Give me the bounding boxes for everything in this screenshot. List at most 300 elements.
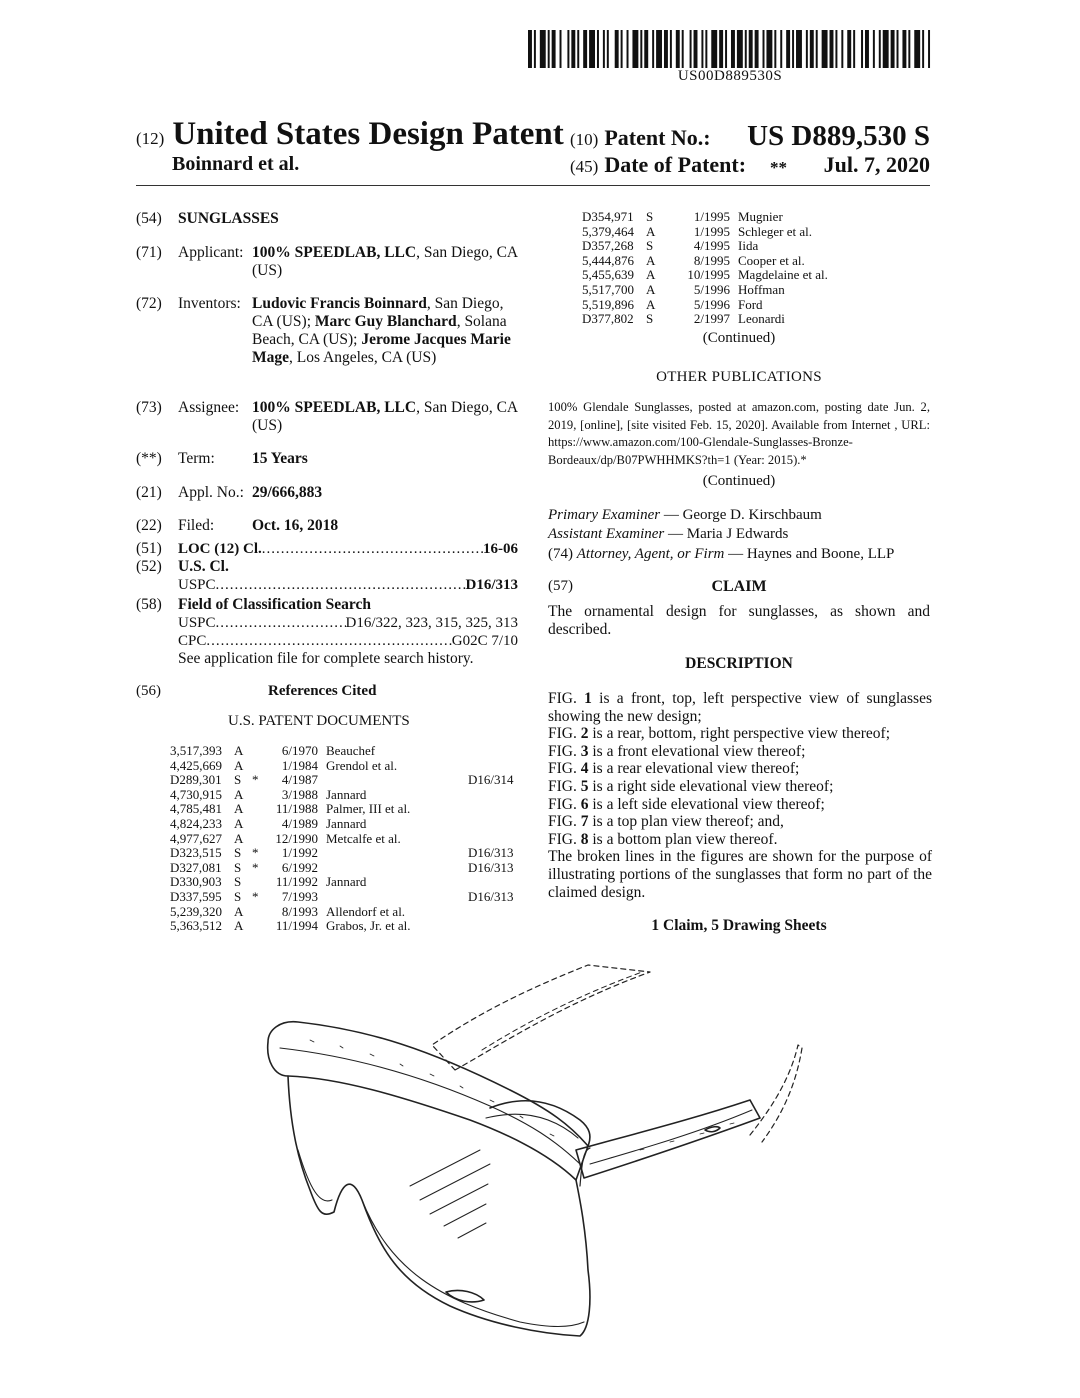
barcode-bar — [670, 30, 672, 68]
barcode-bar — [922, 30, 924, 68]
field-code: (**) — [136, 450, 162, 467]
barcode-bar — [902, 30, 906, 68]
other-publications-text: 100% Glendale Sunglasses, posted at amazon.com, posting date Jun. 2, 2019, [online], [site visited Feb. 15, 2020]. Available from Internet , URL: https://www.amazon.com/100-Glendale-Sunglasses-Bronze-Bordeaux/dp/B07PWHHMKS?th=1 (Year: 2015).* — [548, 400, 930, 467]
ref-kind: S — [646, 238, 654, 254]
barcode-bar — [745, 30, 747, 68]
barcode-bar — [676, 30, 680, 68]
barcode-bar — [552, 30, 556, 68]
ref-number: 4,977,627 — [170, 830, 222, 846]
fig-description — [548, 796, 932, 814]
assistant-examiner-name: — Maria J Edwards — [668, 526, 789, 542]
description-list — [548, 690, 932, 901]
fig-text: is a front, top, left perspective view of sunglasses showing the new design; — [548, 690, 932, 725]
ref-star: * — [252, 772, 259, 788]
far-temple-inner-dashed — [482, 972, 642, 1050]
attorney-code: (74) — [548, 546, 573, 562]
barcode-bar — [652, 30, 654, 68]
field-label: Appl. No.: — [178, 484, 244, 501]
ref-number: 4,785,481 — [170, 801, 222, 817]
ref-kind: S — [234, 859, 242, 875]
barcode-bar — [571, 30, 575, 68]
claim-text: The ornamental design for sunglasses, as shown and described. — [548, 603, 930, 638]
leader-dots — [216, 614, 346, 632]
barcode-bar — [853, 30, 855, 68]
ref-number: D323,515 — [170, 845, 222, 861]
inventor-location: , Solana Beach, CA (US); — [252, 313, 507, 348]
barcode-bar — [891, 30, 895, 68]
us-patent-documents-title: U.S. PATENT DOCUMENTS — [228, 713, 410, 729]
title-code: (12) — [136, 129, 165, 148]
barcode-bar — [627, 30, 629, 68]
ref-kind: S — [234, 888, 242, 904]
barcode-bar — [865, 30, 869, 68]
fig-prefix: FIG. — [548, 742, 581, 760]
ref-name: Cooper et al. — [738, 252, 805, 268]
fig-description — [548, 725, 932, 743]
ref-date: 2/1997 — [693, 311, 730, 327]
references-left-table — [170, 744, 530, 934]
ref-number: 5,517,700 — [582, 281, 634, 297]
patent-number-code: (10) — [570, 130, 599, 149]
barcode-bar — [861, 30, 863, 68]
search-note: See application file for complete search history. — [178, 650, 474, 667]
barcode-bar — [719, 30, 723, 68]
references-right-table — [582, 210, 930, 327]
applicant-name: 100% SPEEDLAB, LLC — [252, 244, 417, 261]
barcode-bar — [567, 30, 569, 68]
barcode-bar — [560, 30, 562, 68]
barcode-bar — [621, 30, 623, 68]
broken-lines-note: The broken lines in the figures are shown for the purpose of illustrating portions of the sunglasses that form no part of the claimed design. — [548, 848, 932, 901]
assistant-examiner-label: Assistant Examiner — [548, 526, 665, 542]
barcode-bar — [705, 30, 707, 68]
barcode-bar — [644, 30, 648, 68]
ref-number: D337,595 — [170, 888, 222, 904]
search-cpc-line — [178, 632, 518, 650]
field-loc — [136, 540, 526, 560]
barcode-bar — [796, 30, 802, 68]
ref-number: 5,239,320 — [170, 903, 222, 919]
inventor-name: Jerome Jacques Marie Mage — [252, 331, 511, 366]
barcode-bar — [822, 30, 828, 68]
ref-date: 11/1994 — [275, 918, 318, 934]
fig-number: 4 — [580, 760, 589, 778]
barcode-bar — [792, 30, 794, 68]
barcode-bar — [780, 30, 782, 68]
barcode-bar — [786, 30, 790, 68]
ref-number: 4,730,915 — [170, 786, 222, 802]
applicant-location: , San Diego, CA (US) — [252, 244, 518, 279]
loc-line — [178, 540, 518, 558]
ref-name: Mugnier — [738, 209, 783, 224]
field-code: (21) — [136, 484, 162, 501]
ref-number: D357,268 — [582, 238, 634, 254]
ref-class: D16/313 — [468, 845, 514, 861]
barcode-bar — [755, 30, 759, 68]
fig-description — [548, 813, 932, 831]
field-term — [136, 450, 526, 470]
field-appl-no — [136, 484, 526, 504]
ref-date: 4/1995 — [693, 238, 730, 254]
field-label: Term: — [178, 450, 215, 467]
ref-name: Iida — [738, 238, 759, 254]
fig-number: 7 — [580, 813, 589, 831]
barcode — [528, 30, 932, 68]
search-uspc-line — [178, 614, 518, 632]
barcode-bar — [816, 30, 818, 68]
barcode-bar — [725, 30, 727, 68]
ref-kind: A — [646, 281, 656, 297]
ref-date: 5/1996 — [693, 281, 730, 297]
reference-row — [170, 905, 530, 920]
term-value: 15 Years — [252, 450, 308, 467]
term-stars: ** — [770, 158, 787, 177]
fig-prefix: FIG. — [548, 725, 581, 743]
fig-prefix: FIG. — [548, 813, 581, 831]
barcode-bar — [774, 30, 776, 68]
barcode-bar — [607, 30, 609, 68]
barcode-bar — [577, 30, 579, 68]
fig-number: 1 — [584, 690, 592, 707]
reflection-line — [420, 1164, 490, 1200]
inventor-name: Marc Guy Blanchard — [314, 313, 457, 330]
ref-number: 4,425,669 — [170, 757, 222, 773]
fig-prefix: FIG. — [548, 760, 581, 778]
barcode-bar — [548, 30, 550, 68]
near-temple-ridge — [590, 1110, 752, 1164]
ref-date: 5/1996 — [693, 296, 730, 312]
inventor-name: Ludovic Francis Boinnard — [252, 295, 427, 312]
reference-row — [170, 773, 530, 788]
attorney — [548, 545, 894, 564]
appl-no-value: 29/666,883 — [252, 484, 323, 501]
barcode-bar — [528, 30, 532, 68]
ref-class: D16/313 — [468, 859, 514, 875]
barcode-bar — [632, 30, 638, 68]
date-label-text: Date of Patent: — [604, 152, 747, 177]
fig-number: 6 — [580, 795, 589, 813]
reference-row — [170, 744, 530, 759]
fig-description — [548, 831, 932, 849]
barcode-bar — [711, 30, 717, 68]
reference-row — [582, 254, 930, 269]
field-label: Applicant: — [178, 244, 244, 261]
barcode-bar — [534, 30, 536, 68]
barcode-bar — [766, 30, 772, 68]
references-code: (56) — [136, 683, 161, 699]
ref-kind: A — [234, 815, 244, 831]
ref-date: 1/1995 — [693, 223, 730, 239]
barcode-bar — [873, 30, 875, 68]
reference-row — [170, 861, 530, 876]
barcode-bar — [763, 30, 765, 68]
barcode-number: US00D889530S — [677, 68, 783, 84]
field-code: (52) — [136, 558, 162, 575]
reference-row — [170, 919, 530, 934]
field-code: (51) — [136, 540, 162, 557]
barcode-bar — [583, 30, 587, 68]
ref-class: D16/313 — [468, 888, 514, 904]
barcode-bar — [682, 30, 684, 68]
nose-pad — [446, 1290, 484, 1302]
patent-number: US D889,530 S — [747, 120, 930, 152]
reference-row — [582, 298, 930, 313]
barcode-bar — [589, 30, 595, 68]
date-label — [570, 152, 746, 178]
ref-name: Palmer, III et al. — [326, 801, 411, 817]
reference-row — [582, 210, 930, 225]
ref-number: 5,444,876 — [582, 252, 634, 268]
ref-date: 1/1995 — [693, 209, 730, 224]
field-code: (22) — [136, 517, 162, 534]
ref-number: 3,517,393 — [170, 743, 222, 758]
ref-date: 1/1984 — [281, 757, 318, 773]
hinge-top — [490, 1101, 590, 1146]
field-assignee — [136, 399, 526, 439]
reflection-line — [444, 1204, 486, 1226]
inventor-location: , Los Angeles, CA (US) — [289, 349, 437, 366]
search-uspc-value: D16/322, 323, 315, 325, 313 — [345, 615, 518, 631]
inventor-location: , San Diego, CA (US); — [252, 295, 504, 330]
ref-name: Jannard — [326, 786, 367, 802]
reference-row — [582, 283, 930, 298]
lens-shield — [288, 1076, 590, 1336]
field-code: (72) — [136, 295, 162, 312]
ref-number: 5,363,512 — [170, 918, 222, 934]
field-filed — [136, 517, 526, 537]
description-title: DESCRIPTION — [685, 655, 793, 672]
reference-row — [170, 817, 530, 832]
fig-number: 5 — [580, 777, 589, 795]
temple-hinge-edge — [580, 1148, 590, 1186]
ref-kind: A — [234, 801, 244, 817]
barcode-bar — [701, 30, 703, 68]
ref-kind: A — [234, 757, 244, 773]
ref-date: 6/1992 — [281, 859, 318, 875]
field-label: Assignee: — [178, 399, 240, 416]
ref-number: 5,519,896 — [582, 296, 634, 312]
reference-row — [582, 225, 930, 240]
ref-star: * — [252, 859, 259, 875]
barcode-bar — [841, 30, 843, 68]
reference-row — [170, 759, 530, 774]
search-uspc-label: USPC — [178, 615, 216, 631]
ref-kind: A — [234, 743, 244, 758]
assignee-value — [252, 399, 522, 435]
barcode-bar — [694, 30, 698, 68]
ref-kind: A — [646, 267, 656, 283]
ref-number: D289,301 — [170, 772, 222, 788]
fig-number: 3 — [580, 742, 589, 760]
leader-dots — [262, 540, 483, 558]
title-text: United States Design Patent — [172, 116, 564, 152]
ref-name: Allendorf et al. — [326, 903, 406, 919]
fig-prefix: FIG. — [548, 830, 581, 848]
fig-description — [548, 760, 932, 778]
sunglasses-drawing — [250, 950, 850, 1370]
assistant-examiner — [548, 525, 788, 544]
reflection-line — [430, 1184, 488, 1214]
barcode-bar — [914, 30, 920, 68]
ref-class: D16/314 — [468, 772, 514, 788]
fig-text: is a right side elevational view thereof; — [588, 777, 834, 795]
header-rule — [136, 185, 930, 186]
ref-name: Schleger et al. — [738, 223, 812, 239]
ref-date: 12/1990 — [275, 830, 318, 846]
references-continued: (Continued) — [702, 330, 776, 346]
near-temple — [576, 1100, 760, 1178]
ref-date: 7/1993 — [281, 888, 318, 904]
uspc-value: D16/313 — [465, 577, 518, 593]
ref-kind: A — [646, 296, 656, 312]
fig-text: is a top plan view thereof; and, — [588, 813, 784, 831]
far-temple-dashed — [432, 965, 650, 1070]
barcode-bar — [847, 30, 851, 68]
ref-date: 11/1988 — [275, 801, 318, 817]
primary-examiner-name: — George D. Kirschbaum — [663, 507, 822, 523]
fig-description — [548, 690, 932, 725]
ref-number: 5,379,464 — [582, 223, 634, 239]
ref-kind: A — [234, 903, 244, 919]
ref-kind: S — [234, 845, 242, 861]
barcode-bar — [731, 30, 735, 68]
ref-star: * — [252, 888, 259, 904]
barcode-bar — [883, 30, 889, 68]
field-label: Filed: — [178, 517, 215, 534]
ref-number: D354,971 — [582, 209, 634, 224]
fig-text: is a rear elevational view thereof; — [588, 760, 800, 778]
reference-row — [170, 802, 530, 817]
barcode-bar — [928, 30, 930, 68]
uspc-line — [178, 576, 518, 594]
fig-description — [548, 743, 932, 761]
barcode-bar — [810, 30, 814, 68]
ref-name: Leonardi — [738, 311, 785, 327]
fig-description — [548, 778, 932, 796]
primary-examiner — [548, 506, 822, 525]
ref-name: Metcalfe et al. — [326, 830, 401, 846]
ref-kind: A — [234, 830, 244, 846]
barcode-bar — [806, 30, 808, 68]
ref-name: Hoffman — [738, 281, 785, 297]
search-cpc-value: G02C 7/10 — [451, 633, 518, 649]
ref-number: D327,081 — [170, 859, 222, 875]
ref-number: 5,455,639 — [582, 267, 634, 283]
ref-star: * — [252, 845, 259, 861]
attorney-label: Attorney, Agent, or Firm — [576, 546, 725, 562]
ref-kind: A — [234, 918, 244, 934]
ref-name: Jannard — [326, 815, 367, 831]
invention-title: SUNGLASSES — [178, 210, 279, 227]
ref-kind: A — [646, 223, 656, 239]
search-cpc-label: CPC — [178, 633, 207, 649]
field-code: (73) — [136, 399, 162, 416]
ref-date: 4/1987 — [281, 772, 318, 788]
leader-dots — [216, 576, 466, 594]
references-title: References Cited — [268, 683, 377, 699]
loc-value: 16-06 — [483, 541, 518, 557]
fig-prefix: FIG. — [548, 690, 585, 707]
ref-kind: S — [234, 874, 242, 890]
barcode-bar — [749, 30, 753, 68]
fig-prefix: FIG. — [548, 795, 581, 813]
fig-number: 8 — [580, 830, 589, 848]
attorney-name: — Haynes and Boone, LLP — [728, 546, 895, 562]
barcode-bar — [603, 30, 605, 68]
barcode-bar — [664, 30, 668, 68]
field-label: Inventors: — [178, 295, 241, 312]
barcode-bar — [835, 30, 837, 68]
barcode-bar — [830, 30, 834, 68]
claims-sheets: 1 Claim, 5 Drawing Sheets — [651, 917, 827, 934]
ref-date: 3/1988 — [281, 786, 318, 802]
ref-number: D377,802 — [582, 311, 634, 327]
ref-kind: S — [646, 311, 654, 327]
field-us-cl — [136, 558, 526, 596]
field-classification-search — [136, 596, 526, 668]
reference-row — [170, 890, 530, 905]
ref-date: 1/1992 — [281, 845, 318, 861]
barcode-bar — [540, 30, 546, 68]
ref-name: Ford — [738, 296, 763, 312]
ref-name: Grendol et al. — [326, 757, 398, 773]
field-code: (71) — [136, 244, 162, 261]
field-label: LOC (12) Cl. — [178, 541, 262, 557]
brow-bar — [268, 1022, 588, 1180]
reference-row — [582, 268, 930, 283]
document-title — [136, 116, 564, 153]
authors: Boinnard et al. — [172, 153, 300, 175]
lens-edge — [298, 1150, 332, 1201]
ref-kind: S — [646, 209, 654, 224]
ref-date: 4/1989 — [281, 815, 318, 831]
barcode-bar — [879, 30, 881, 68]
reflection-line — [410, 1150, 480, 1186]
barcode-bar — [737, 30, 743, 68]
barcode-bar — [640, 30, 642, 68]
field-inventors — [136, 295, 526, 385]
ref-kind: A — [234, 786, 244, 802]
patent-number-label-text: Patent No.: — [604, 125, 711, 150]
ref-date: 6/1970 — [281, 743, 318, 758]
barcode-bar — [690, 30, 692, 68]
filed-value: Oct. 16, 2018 — [252, 517, 339, 534]
field-code: (58) — [136, 596, 162, 613]
claim-code: (57) — [548, 578, 573, 594]
fig-prefix: FIG. — [548, 777, 581, 795]
ref-name: Magdelaine et al. — [738, 267, 828, 283]
ref-number: D330,903 — [170, 874, 222, 890]
ref-name: Beauchef — [326, 743, 376, 758]
other-publications-title: OTHER PUBLICATIONS — [656, 369, 822, 385]
lens-reflections — [410, 1150, 490, 1238]
fig-text: is a rear, bottom, right perspective view thereof; — [588, 725, 891, 743]
assignee-name: 100% SPEEDLAB, LLC — [252, 399, 417, 416]
ref-kind: S — [234, 772, 242, 788]
ref-date: 8/1995 — [693, 252, 730, 268]
reference-row — [170, 875, 530, 890]
field-label: Field of Classification Search — [178, 596, 372, 613]
barcode-bar — [656, 30, 662, 68]
fig-text: is a front elevational view thereof; — [588, 742, 806, 760]
reference-row — [582, 312, 930, 327]
reference-row — [170, 788, 530, 803]
barcode-bar — [897, 30, 899, 68]
barcode-bar — [615, 30, 619, 68]
reference-row — [170, 846, 530, 861]
fig-text: is a left side elevational view thereof; — [588, 795, 825, 813]
primary-examiner-label: Primary Examiner — [548, 507, 661, 523]
